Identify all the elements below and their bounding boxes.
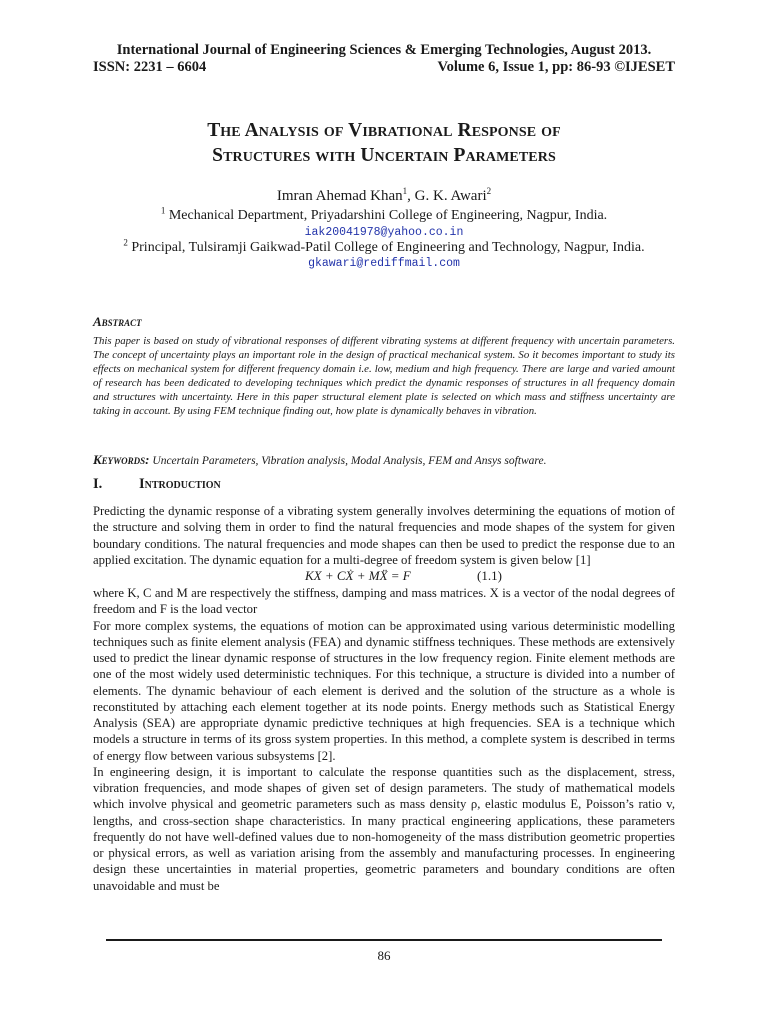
body-text <box>93 503 675 894</box>
affiliation-1-sup: 1 <box>160 205 166 216</box>
abstract-heading: Abstract <box>93 314 142 329</box>
footer-rule <box>106 939 662 941</box>
issn-text: ISSN: 2231 – 6604 <box>93 59 207 75</box>
email-link-1[interactable]: iak20041978@yahoo.co.in <box>304 226 464 239</box>
keywords-text: Uncertain Parameters, Vibration analysis, Modal Analysis, FEM and Ansys software. <box>152 455 547 467</box>
keywords <box>93 452 675 469</box>
title-line-1: The Analysis of Vibrational Response of <box>207 120 561 141</box>
author-2: , G. K. Awari <box>407 188 487 204</box>
author-2-sup: 2 <box>486 186 492 196</box>
affiliation-2 <box>93 237 675 256</box>
volume-text: Volume 6, Issue 1, pp: 86-93 ©IJESET <box>437 59 675 75</box>
journal-header-line: International Journal of Engineering Sciences & Emerging Technologies, August 2013. <box>116 42 652 58</box>
section-heading <box>93 476 221 493</box>
journal-header-issn-row <box>93 59 675 76</box>
page-number: 86 <box>377 948 391 963</box>
equation-number: (1.1) <box>477 568 502 583</box>
paragraph-2: where K, C and M are respectively the stiffness, damping and mass matrices. X is a vector of the nodal degrees of freedom and F is the load vector <box>93 586 675 617</box>
abstract-text: This paper is based on study of vibrational responses of different vibrating systems at different frequency with uncertain parameters. The concept of uncertainty plays an important role in the design of practical mechanical system. So it becomes important to study its effects on mechanical system for different frequency domain i.e. low, medium and high frequency. There are large and varied amount of research has been dedicated to developing techniques which predict the dynamic responses of structures in all frequency domain and structures with uncertainty. Here in this paper structural element plate is selected on which mass and stiffness uncertainty are taking in account. By using FEM technique finding out, how plate is dynamically behaves in vibration. <box>93 335 675 418</box>
email-link-2[interactable]: gkawari@rediffmail.com <box>308 257 460 270</box>
affiliation-2-sup: 2 <box>123 237 128 248</box>
title-line-2: Structures with Uncertain Parameters <box>212 145 556 166</box>
affiliation-1-text: Mechanical Department, Priyadarshini College of Engineering, Nagpur, India. <box>168 208 608 223</box>
equation: KX + CẊ + MẌ = F <box>305 568 411 583</box>
author-list <box>93 187 675 205</box>
paper-title <box>93 118 675 168</box>
author-1: Imran Ahemad Khan <box>276 188 403 204</box>
affiliation-2-text: Principal, Tulsiramji Gaikwad-Patil College of Engineering and Technology, Nagpur, India. <box>131 240 645 255</box>
section-number: I. <box>93 476 103 492</box>
paragraph-1: Predicting the dynamic response of a vibrating system generally involves determining the equations of motion of the structure and solving them in order to find the natural frequencies and mode shapes of the system for given boundary conditions. The natural frequencies and mode shapes can then be used to predict the response due to an applied excitation. The dynamic equation for a multi-degree of freedom system is given below [1] <box>93 504 675 567</box>
affiliation-1 <box>93 205 675 224</box>
equation-row <box>93 568 675 585</box>
section-title: Introduction <box>139 476 221 492</box>
paragraph-4: In engineering design, it is important to calculate the response quantities such as the displacement, stress, vibration frequencies, and mode shapes of given set of design parameters. The study of mathematical models which involve physical and geometric parameters such as mass density ρ, elastic modulus E, Poisson’s ratio v, lengths, and cross-section shape characteristics. In many practical engineering applications, these parameters frequently do not have well-defined values due to non-homogeneity of the mass distribution geometric properties or physical errors, as well as variation arising from the assembly and manufacturing processes. In engineering design these uncertainties in material properties, geometric parameters and boundary conditions are often unavoidable and must be <box>93 764 675 893</box>
paragraph-3: For more complex systems, the equations of motion can be approximated using various deterministic modelling techniques such as finite element analysis (FEA) and dynamic stiffness techniques. These methods are extensively used to predict the linear dynamic response of structures in the low frequency region. Finite element methods are one of the most widely used deterministic techniques. For this technique, a structure is divided into a number of elements. The dynamic behaviour of each element is derived and the solution of the structure as a whole is reconstituted by attaching each element together at its node points. Energy methods such as Statistical Energy Analysis (SEA) are appropriate dynamic predictive techniques at high frequencies. SEA is a technique which models a structure in terms of its gross system properties. In this method, a complete system is described in terms of energy flow between various subsystems [2]. <box>93 618 675 763</box>
author-1-sup: 1 <box>402 186 408 196</box>
keywords-label: Keywords: <box>93 452 150 467</box>
